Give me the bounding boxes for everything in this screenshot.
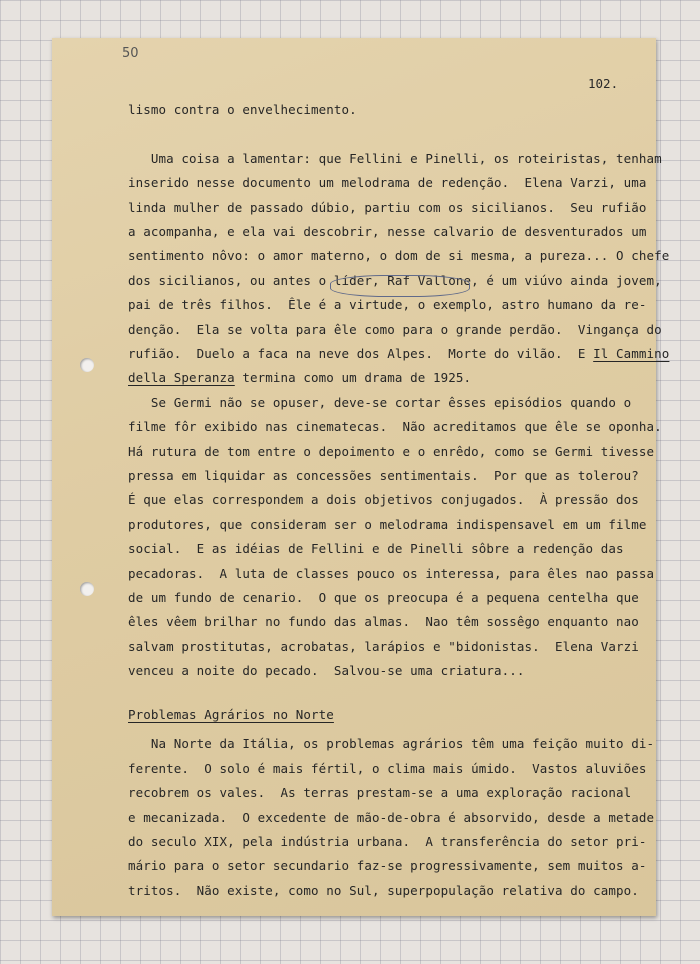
text-line: Uma coisa a lamentar: que Fellini e Pinelli, os roteiristas, tenham bbox=[128, 150, 662, 166]
text-line: pecadoras. A luta de classes pouco os interessa, para êles nao passa bbox=[128, 565, 655, 581]
text-line: recobrem os vales. As terras prestam-se a uma exploração racional bbox=[128, 785, 632, 801]
text-line: de um fundo de cenario. O que os preocupa é a pequena centelha que bbox=[128, 590, 639, 605]
film-title: Il Cammino bbox=[593, 346, 670, 361]
document-page bbox=[52, 38, 670, 916]
text-line: lismo contra o envelhecimento. bbox=[128, 102, 357, 117]
text-line: É que elas correspondem a dois objetivos conjugados. À pressão dos bbox=[128, 492, 639, 508]
punch-hole bbox=[80, 582, 94, 596]
text-line: filme fôr exibido nas cinematecas. Não acreditamos que êle se oponha. bbox=[128, 419, 662, 435]
text-line: e mecanizada. O excedente de mão-de-obra é absorvido, desde a metade bbox=[128, 809, 655, 825]
text-line bbox=[128, 370, 471, 385]
text-line: sentimento nôvo: o amor materno, o dom de si mesma, a pureza... O chefe bbox=[128, 248, 670, 264]
text-line: êles vêem brilhar no fundo das almas. Nao têm sossêgo enquanto nao bbox=[128, 614, 639, 630]
text-line: rufião. Duelo a faca na neve dos Alpes. Morte do vilão. E Il Cammino bbox=[128, 346, 670, 361]
text-line: Há rutura de tom entre o depoimento e o enrêdo, como se Germi tivesse bbox=[128, 443, 655, 459]
text-line: produtores, que consideram ser o melodrama indispensavel em um filme bbox=[128, 516, 647, 532]
text-line: dos sicilianos, ou antes o líder, Raf Vallone, é um viúvo ainda jovem, bbox=[128, 272, 662, 288]
text-line: Se Germi não se opuser, deve-se cortar êsses episódios quando o bbox=[128, 394, 632, 410]
text-line: pressa em liquidar as concessões sentimentais. Por que as tolerou? bbox=[128, 468, 639, 483]
text-line: denção. Ela se volta para êle como para o grande perdão. Vingança do bbox=[128, 321, 662, 337]
text-line: a acompanha, e ela vai descobrir, nesse calvario de desventurados um bbox=[128, 224, 647, 239]
text-line: inserido nesse documento um melodrama de redenção. Elena Varzi, uma bbox=[128, 175, 647, 191]
text-line: mário para o setor secundario faz-se progressivamente, sem muitos a- bbox=[128, 858, 647, 874]
text-line: Na Norte da Itália, os problemas agrários têm uma feição muito di- bbox=[128, 736, 655, 752]
section-heading: Problemas Agrários no Norte bbox=[128, 707, 334, 723]
text-line: linda mulher de passado dúbio, partiu com os sicilianos. Seu rufião bbox=[128, 199, 647, 215]
text-line: pai de três filhos. Êle é a virtude, o exemplo, astro humano da re- bbox=[128, 297, 647, 313]
text-fragment: termina como um drama de 1925. bbox=[234, 370, 472, 386]
text-line: ferente. O solo é mais fértil, o clima mais úmido. Vastos aluviões bbox=[128, 760, 647, 776]
text-line: tritos. Não existe, como no Sul, superpopulação relativa do campo. bbox=[128, 882, 639, 898]
text-line: do seculo XIX, pela indústria urbana. A transferência do setor pri- bbox=[128, 834, 647, 849]
text-line: salvam prostitutas, acrobatas, larápios e "bidonistas. Elena Varzi bbox=[128, 638, 639, 654]
handwritten-page-number: 50 bbox=[122, 46, 139, 61]
text-line: social. E as idéias de Fellini e de Pinelli sôbre a redenção das bbox=[128, 541, 624, 557]
film-title: della Speranza bbox=[128, 370, 235, 386]
punch-hole bbox=[80, 358, 94, 372]
typed-page-number: 102. bbox=[588, 76, 619, 91]
text-line: venceu a noite do pecado. Salvou-se uma criatura... bbox=[128, 663, 525, 679]
